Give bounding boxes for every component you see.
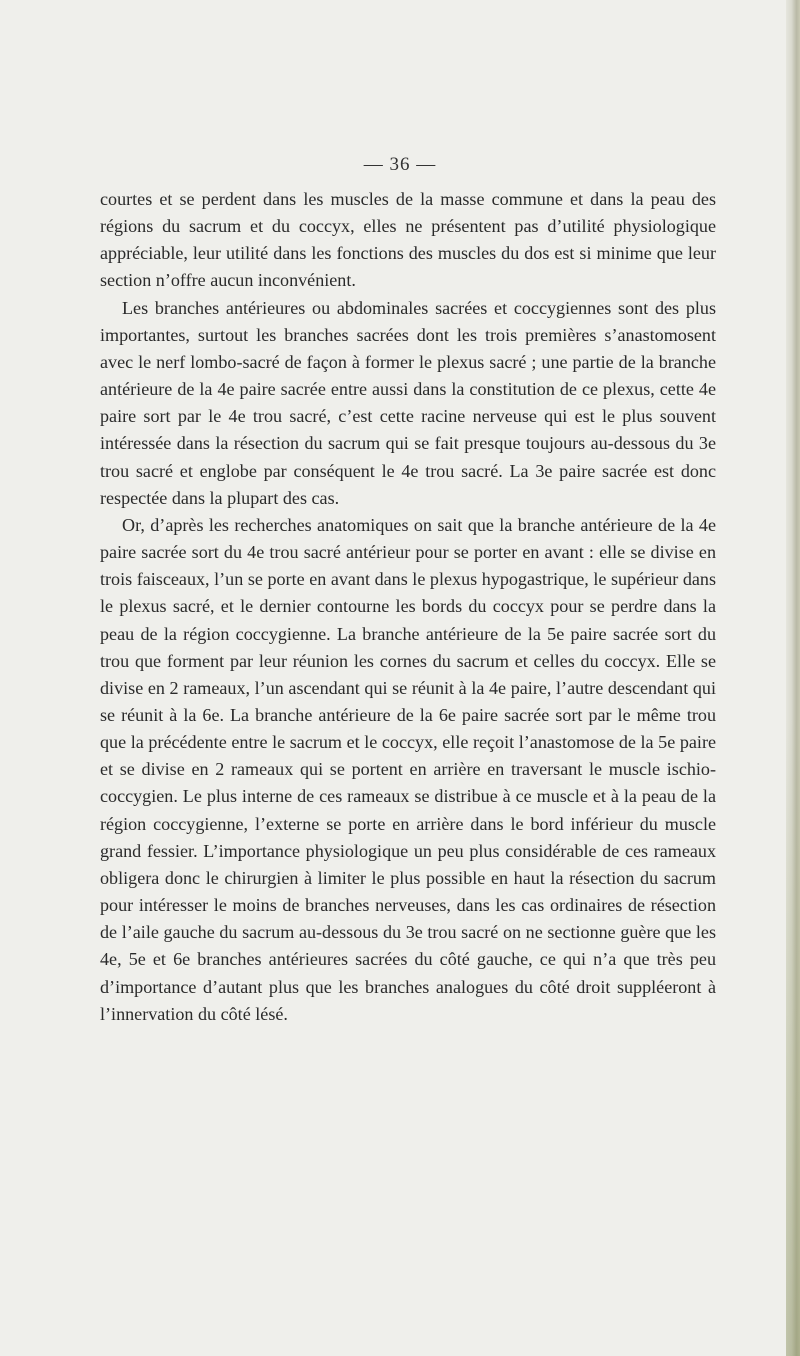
paragraph-anatomical-research: Or, d’après les recherches anatomiques on sait que la branche antérieure de la 4e paire sacrée sort du 4e trou sacré antérieur pour se porter en avant : elle se divise en trois faisceaux, l’un se porte en avant dans le plexus hypogastrique, le supérieur dans le plexus sacré, et le dernier contourne les bords du coccyx pour se perdre dans la peau de la région coccygienne. La branche antérieure de la 5e paire sacrée sort du trou que forment par leur réunion les cornes du sacrum et celles du coccyx. Elle se divise en 2 rameaux, l’un ascendant qui se réunit à la 4e paire, l’autre descendant qui se réunit à la 6e. La branche antérieure de la 6e paire sacrée sort par le même trou que la précédente entre le sacrum et le coccyx, elle reçoit l’anastomose de la 5e paire et se divise en 2 rameaux qui se portent en arrière en traversant le muscle ischio-coccygien. Le plus interne de ces rameaux se distribue à ce muscle et à la peau de la région coccygienne, l’externe se porte en arrière dans le bord inférieur du muscle grand fessier. L’importance physiologique un peu plus considérable de ces rameaux obligera donc le chirurgien à limiter le plus possible en haut la résection du sacrum pour intéresser le moins de branches nerveuses, dans les cas ordinaires de résection de l’aile gauche du sacrum au-dessous du 3e trou sacré on ne sectionne guère que les 4e, 5e et 6e branches antérieures sacrées du côté gauche, ce qui n’a que très peu d’importance d’autant plus que les branches analogues du côté droit suppléeront à l’innervation du côté lésé.: [100, 514, 716, 1024]
paragraph-anterior-branches: Les branches antérieures ou abdominales sacrées et coccygiennes sont des plus importantes, surtout les branches sacrées dont les trois premières s’anastomosent avec le nerf lombo-sacré de façon à former le plexus sacré ; une partie de la branche antérieure de la 4e paire sacrée entre aussi dans la constitution de ce plexus, cette 4e paire sort par le 4e trou sacré, c’est cette racine nerveuse qui est le plus souvent intéressée dans la résection du sacrum qui se fait presque toujours au-dessous du 3e trou sacré et englobe par conséquent le 4e trou sacré. La 3e paire sacrée est donc respectée dans la plupart des cas.: [100, 297, 716, 508]
page-number: — 36 —: [363, 154, 437, 175]
body-text: [100, 186, 716, 1028]
page-edge-stain: [786, 716, 800, 1356]
paragraph-continuation: courtes et se perdent dans les muscles de la masse commune et dans la peau des régions du sacrum et du coccyx, elles ne présentent pas d’utilité physiologique appréciable, leur utilité dans les fonctions des muscles du dos est si minime que leur section n’offre aucun inconvénient.: [100, 189, 716, 291]
